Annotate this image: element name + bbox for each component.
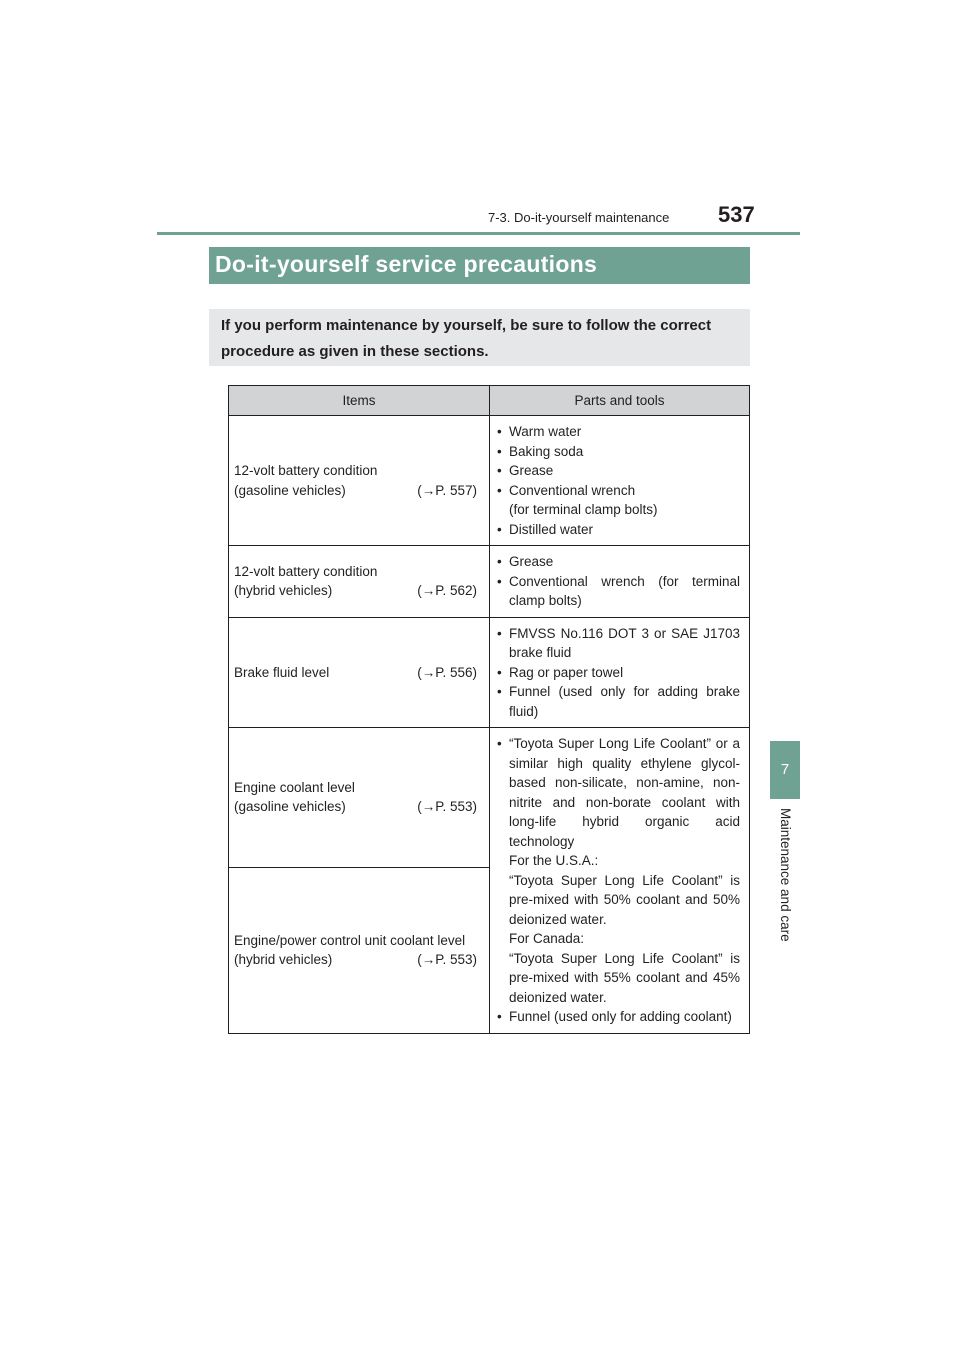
list-item: • Grease (495, 552, 740, 572)
item-line: Brake fluid level (234, 664, 330, 680)
list-item: • Conventional wrench (for terminal clamp bolts) (495, 572, 740, 611)
list-item: • Grease (495, 461, 740, 481)
parts-cell (490, 617, 750, 728)
parts-cell (490, 416, 750, 546)
item-line: (gasoline vehicles) (234, 482, 346, 498)
service-table (228, 385, 750, 1034)
item-line: 12-volt battery condition (234, 563, 378, 579)
list-item: • “Toyota Super Long Life Coolant” or a similar high quality ethylene glycol-based non-silicate, non-amine, non-nitrite and non-borate coolant with long-life hybrid organic acid technology For the U.S.A.: “Toyota Super Long Life Coolant” is pre-mixed with 50% coolant and 50% deionized water. For Canada: “Toyota Super Long Life Coolant” is pre-mixed with 55% coolant and 45% deionized water. (495, 734, 740, 1007)
header-items: Items (229, 386, 490, 416)
chapter-tab: 7 (770, 741, 800, 799)
parts-cell (490, 546, 750, 618)
item-line: (gasoline vehicles) (234, 799, 346, 815)
page-title: Do-it-yourself service precautions (215, 251, 598, 277)
page-number: 537 (718, 202, 755, 227)
item-cell (229, 617, 490, 728)
header-section-title: 7-3. Do-it-yourself maintenance (488, 210, 670, 225)
list-item: • Rag or paper towel (495, 663, 740, 683)
table-row (229, 546, 750, 618)
table-row (229, 416, 750, 546)
list-item: • Distilled water (495, 520, 740, 540)
header-rule (157, 232, 800, 235)
item-line: (hybrid vehicles) (234, 583, 333, 599)
item-line: (hybrid vehicles) (234, 952, 333, 967)
page-reference: (→P. 553) (417, 799, 477, 815)
item-cell (229, 546, 490, 618)
list-item: • FMVSS No.116 DOT 3 or SAE J1703 brake fluid (495, 624, 740, 663)
page-reference: (→P. 557) (417, 482, 477, 498)
header-parts-tools: Parts and tools (490, 386, 750, 416)
item-line: 12-volt battery condition (234, 463, 378, 478)
item-cell (229, 416, 490, 546)
page-reference: (→P. 556) (417, 664, 477, 680)
table-row (229, 728, 750, 868)
item-cell (229, 867, 490, 1033)
item-line: Engine coolant level (234, 779, 355, 795)
item-line: Engine/power control unit coolant level (234, 932, 466, 948)
list-item: • Funnel (used only for adding coolant) (495, 1007, 740, 1027)
chapter-label: Maintenance and care (778, 808, 793, 942)
intro-box: If you perform maintenance by yourself, be sure to follow the correct procedure as given in these sections. (209, 309, 750, 366)
list-item: • Conventional wrench (for terminal clamp bolts) (495, 481, 740, 520)
table-header-row (229, 386, 750, 416)
parts-cell (490, 728, 750, 1034)
table-row (229, 617, 750, 728)
list-item: • Warm water (495, 422, 740, 442)
list-item: • Funnel (used only for adding brake fluid) (495, 682, 740, 721)
page-reference: (→P. 562) (417, 583, 477, 599)
list-item: • Baking soda (495, 442, 740, 462)
title-bar (209, 247, 750, 284)
item-cell (229, 728, 490, 868)
page-reference: (→P. 553) (417, 952, 477, 967)
